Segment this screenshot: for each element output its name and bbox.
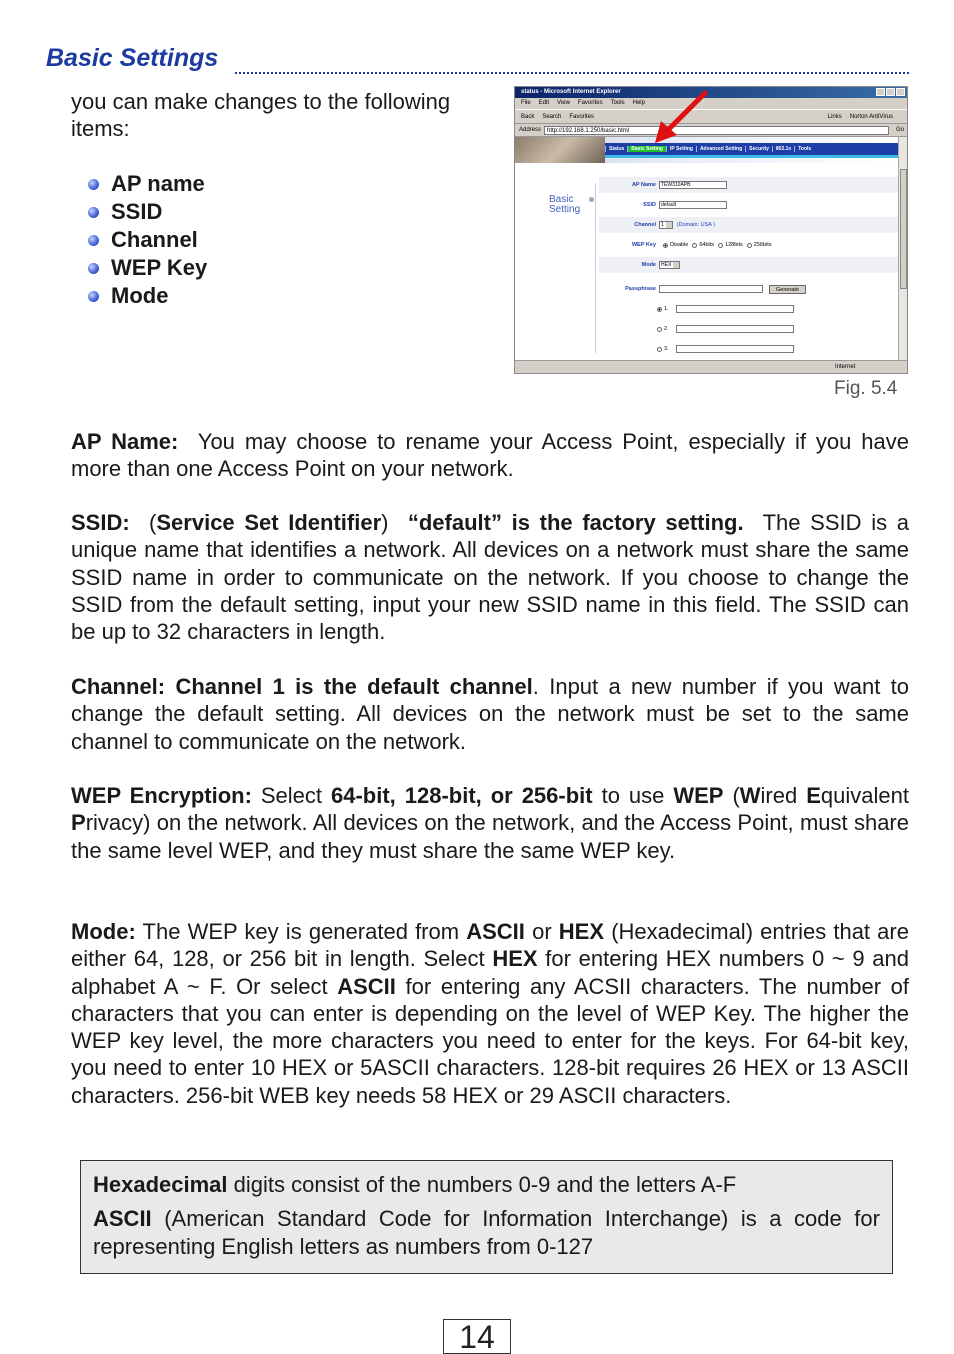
- address-label: Address: [519, 127, 542, 133]
- bullet-item: [88, 282, 207, 310]
- wep-heading: WEP Encryption:: [71, 783, 252, 808]
- wep-option-label: Disable: [670, 242, 689, 248]
- mode-text: for entering HEX numbers 0 ~ 9 and alphabet A ~ F. Or select: [71, 946, 910, 999]
- mode-text: or: [532, 919, 552, 944]
- channel-body: . Input a new number if you want to change the default setting. All devices on the network must be set to the same channel to communicate on the network.: [71, 674, 909, 754]
- wep-text: to use: [601, 783, 665, 808]
- ssid-input[interactable]: default: [659, 201, 727, 209]
- ssid-heading: SSID:: [71, 510, 130, 535]
- browser-status-bar: Internet: [515, 360, 907, 373]
- wep-option-label: 256bits: [753, 242, 772, 248]
- wep-bits: 64-bit, 128-bit, or 256-bit: [331, 783, 593, 808]
- wep-option-label: 128bits: [725, 242, 743, 248]
- favorites-button[interactable]: Favorites: [569, 114, 595, 120]
- ap-name-input[interactable]: TEW310APB: [659, 181, 727, 189]
- bullet-item: [88, 198, 207, 226]
- bullet-icon: [88, 179, 99, 190]
- links-button[interactable]: Links: [827, 114, 842, 120]
- ssid-paren: ): [381, 510, 389, 535]
- menu-favorites[interactable]: Favorites: [577, 100, 603, 106]
- bullet-icon: [88, 263, 99, 274]
- bullet-label: WEP Key: [111, 255, 208, 280]
- wep-label: WEP Key: [631, 242, 656, 248]
- ap-name-body: You may choose to rename your Access Point, especially if you have more than one Access Point on your network.: [71, 429, 910, 482]
- bullet-item: [88, 170, 207, 198]
- wep-acronym: WEP: [673, 783, 724, 808]
- ssid-expansion: Service Set Identifier: [156, 510, 382, 535]
- back-button[interactable]: Back: [521, 114, 535, 120]
- ssid-paren: (: [149, 510, 157, 535]
- ssid-paragraph: [71, 509, 909, 645]
- channel-domain: (Domain: USA ): [676, 222, 715, 228]
- mode-term: HEX: [558, 919, 605, 944]
- bullet-item: [88, 254, 207, 282]
- mode-term: ASCII: [466, 919, 525, 944]
- norton-button[interactable]: Norton AntiVirus: [849, 114, 893, 120]
- key3-label: 3.: [664, 346, 669, 352]
- bullet-label: SSID: [111, 199, 163, 224]
- ssid-label: SSID: [643, 202, 656, 208]
- hex-term: Hexadecimal: [93, 1172, 228, 1197]
- wep-letter: W: [739, 783, 761, 808]
- hex-definition: [93, 1171, 880, 1198]
- search-button[interactable]: Search: [542, 114, 562, 120]
- browser-title: status - Microsoft Internet Explorer: [521, 89, 621, 95]
- ascii-term: ASCII: [93, 1206, 152, 1232]
- tab-status[interactable]: Status: [605, 146, 627, 152]
- mode-heading: Mode:: [71, 919, 136, 944]
- go-button[interactable]: Go: [895, 127, 904, 133]
- pointer-arrow-icon: [515, 87, 908, 374]
- ascii-def: (American Standard Code for Information Interchange) is a code for representing English letters as numbers from 0-127: [93, 1206, 880, 1259]
- mode-text: The WEP key is generated from: [142, 919, 460, 944]
- generate-button[interactable]: Generate: [769, 285, 806, 294]
- mode-term: ASCII: [337, 973, 396, 999]
- menu-tools[interactable]: Tools: [610, 100, 625, 106]
- bullet-icon: [88, 291, 99, 302]
- intro-text: you can make changes to the following items:: [71, 89, 451, 141]
- wep-letter: E: [806, 783, 821, 808]
- menu-file[interactable]: File: [521, 100, 531, 106]
- bullet-label: Mode: [111, 283, 169, 308]
- passphrase-label: Passphrase: [625, 286, 656, 292]
- side-section-label: Basic Setting: [549, 194, 581, 215]
- menu-view[interactable]: View: [557, 100, 570, 106]
- menu-edit[interactable]: Edit: [538, 100, 550, 106]
- key2-label: 2.: [664, 326, 669, 332]
- mode-text: (Hexadecimal) entries that are either 64, 128, or 256 bit in length. Select: [71, 919, 909, 972]
- channel-value: 1: [661, 221, 664, 228]
- definition-note-box: [80, 1160, 893, 1274]
- ascii-definition: [93, 1205, 880, 1260]
- mode-label: Mode: [641, 262, 656, 268]
- bullet-item: [88, 226, 207, 254]
- wep-text: Select: [260, 783, 323, 808]
- ap-name-heading: AP Name:: [71, 429, 179, 454]
- channel-paragraph: [71, 673, 909, 755]
- bullet-label: Channel: [111, 227, 198, 252]
- hex-def: digits consist of the numbers 0-9 and the letters A-F: [233, 1172, 737, 1197]
- wep-text: quivalent: [820, 783, 909, 808]
- menu-help[interactable]: Help: [632, 100, 645, 106]
- tab-8021x[interactable]: 802.1x: [772, 146, 794, 152]
- figure-screenshot: [514, 86, 908, 374]
- bullet-list: [88, 170, 207, 310]
- ssid-default-note: “default” is the factory setting.: [407, 510, 744, 535]
- figure-caption: Fig. 5.4: [834, 378, 898, 399]
- section-title: Basic Settings: [46, 44, 219, 72]
- mode-value: HEX: [661, 261, 672, 268]
- mode-paragraph: [71, 918, 909, 1109]
- bullet-label: AP name: [111, 171, 205, 196]
- tab-advanced-setting[interactable]: Advanced Setting: [696, 146, 745, 152]
- channel-heading: Channel: Channel 1 is the default channel: [71, 674, 533, 699]
- key1-label: 1.: [664, 306, 669, 312]
- title-rule: [235, 72, 909, 74]
- tab-security[interactable]: Security: [745, 146, 772, 152]
- mode-term: HEX: [492, 946, 538, 972]
- address-input[interactable]: http://192.168.1.250/basic.html: [544, 126, 889, 135]
- tab-tools[interactable]: Tools: [794, 146, 814, 152]
- wep-text: rivacy) on the network. All devices on the network, and the Access Point, must share the same level WEP, and they must share the same WEP key.: [71, 810, 909, 863]
- wep-paragraph: [71, 782, 909, 864]
- wep-text: ired: [760, 783, 798, 808]
- bullet-icon: [88, 235, 99, 246]
- ssid-body: The SSID is a unique name that identifies a network. All devices on a network must share the same SSID name in order to communicate on the network. If you choose to change the SSID from the default setting, input your new SSID name in this field. The SSID can be up to 32 characters in length.: [71, 510, 909, 645]
- mode-text: for entering any ACSII characters. The number of characters that you can enter is depending on the level of WEP Key. The higher the WEP key level, the more characters you need to enter for the keys. For 64-bit key, you need to enter 10 HEX or 5ASCII characters. 128-bit requires 26 HEX or 13 ASCII characters. 256-bit WEB key needs 58 HEX or 29 ASCII characters.: [71, 973, 910, 1108]
- wep-letter: P: [71, 810, 86, 836]
- tab-ip-setting[interactable]: IP Setting: [666, 146, 696, 152]
- wep-text: (: [732, 783, 740, 808]
- channel-label: Channel: [634, 222, 656, 228]
- bullet-icon: [88, 207, 99, 218]
- ap-name-paragraph: [71, 428, 909, 483]
- ap-name-label: AP Name: [631, 182, 656, 188]
- wep-option-label: 64bits: [699, 242, 715, 248]
- page-number: 14: [443, 1319, 511, 1354]
- tab-basic-setting[interactable]: Basic Setting: [627, 146, 666, 152]
